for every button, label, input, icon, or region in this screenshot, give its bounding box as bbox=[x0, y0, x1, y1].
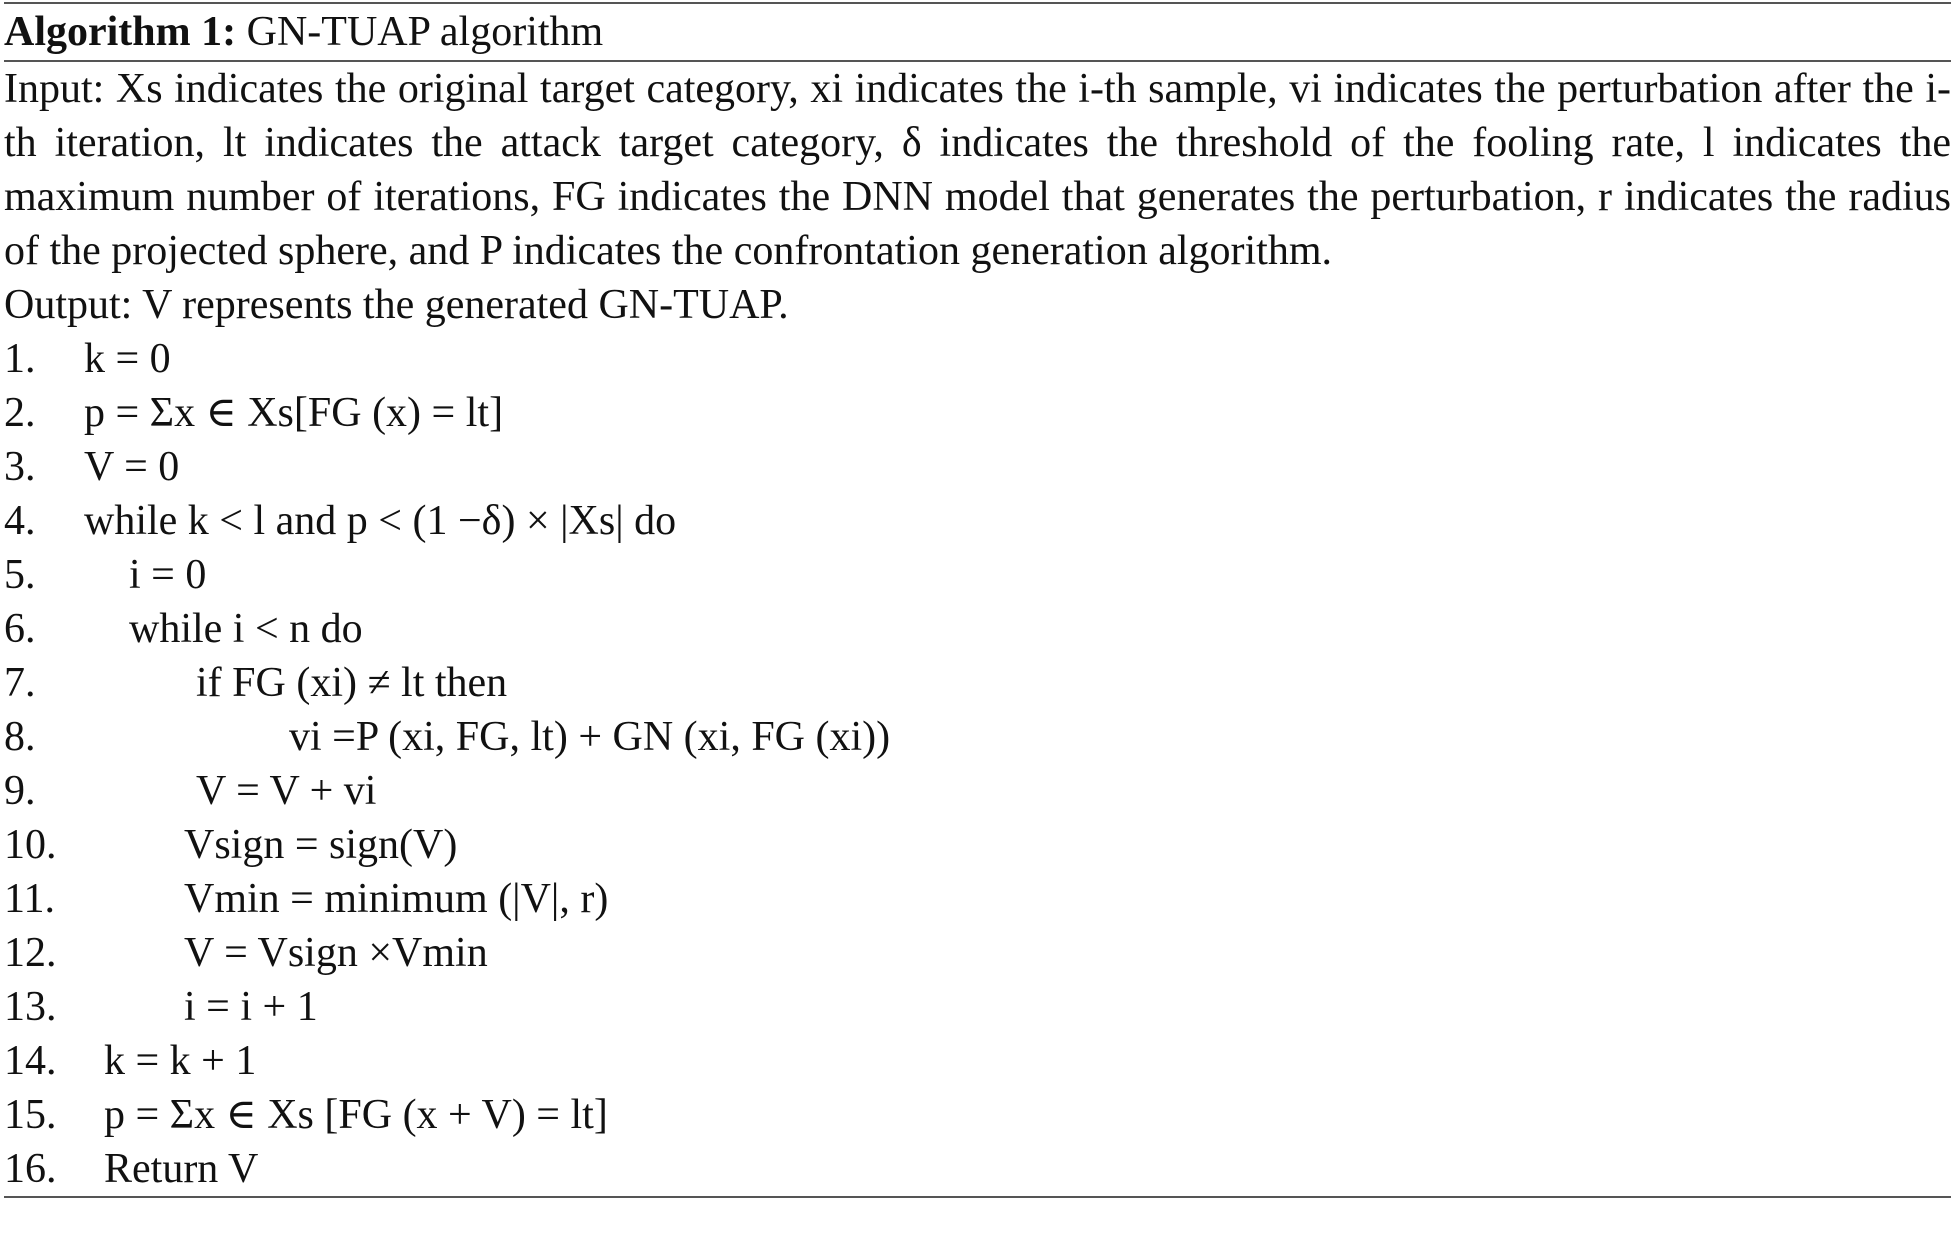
step-code: V = V + vi bbox=[196, 768, 377, 814]
step-line bbox=[4, 332, 1951, 386]
step-code: while i < n do bbox=[129, 606, 363, 652]
step-code: V = 0 bbox=[84, 444, 180, 490]
step-line bbox=[4, 1034, 1951, 1088]
step-line bbox=[4, 1142, 1951, 1196]
step-line bbox=[4, 494, 1951, 548]
step-number: 10. bbox=[4, 822, 57, 868]
step-number: 15. bbox=[4, 1092, 57, 1138]
step-line bbox=[4, 710, 1951, 764]
step-number: 6. bbox=[4, 606, 36, 652]
step-code: p = Σx ∈ Xs [FG (x + V) = lt] bbox=[104, 1092, 608, 1138]
step-number: 13. bbox=[4, 984, 57, 1030]
step-number: 9. bbox=[4, 768, 36, 814]
step-line bbox=[4, 602, 1951, 656]
step-line bbox=[4, 980, 1951, 1034]
step-number: 8. bbox=[4, 714, 36, 760]
step-code: if FG (xi) ≠ lt then bbox=[196, 660, 508, 706]
step-line bbox=[4, 872, 1951, 926]
step-number: 7. bbox=[4, 660, 36, 706]
step-code: i = 0 bbox=[129, 552, 207, 598]
step-code: k = k + 1 bbox=[104, 1038, 257, 1084]
step-number: 11. bbox=[4, 876, 55, 922]
step-line bbox=[4, 926, 1951, 980]
step-number: 3. bbox=[4, 444, 36, 490]
step-line bbox=[4, 818, 1951, 872]
step-code: k = 0 bbox=[84, 336, 171, 382]
step-number: 4. bbox=[4, 498, 36, 544]
step-code: i = i + 1 bbox=[184, 984, 318, 1030]
algorithm-title: GN-TUAP algorithm bbox=[246, 9, 604, 55]
step-line bbox=[4, 1088, 1951, 1142]
step-code: Vsign = sign(V) bbox=[184, 822, 458, 868]
step-code: p = Σx ∈ Xs[FG (x) = lt] bbox=[84, 390, 504, 436]
input-description: Input: Xs indicates the original target category, xi indicates the i-th sample, vi indicates the perturbation after the i-th iteration, lt indicates the attack target category, δ indicates the threshold of the fooling rate, l indicates the maximum number of iterations, FG indicates the DNN model that generates the perturbation, r indicates the radius of the projected sphere, and P indicates the confrontation generation algorithm. bbox=[4, 66, 1951, 274]
step-number: 5. bbox=[4, 552, 36, 598]
output-description: Output: V represents the generated GN-TUAP. bbox=[4, 282, 789, 328]
step-code: while k < l and p < (1 −δ) × |Xs| do bbox=[84, 498, 677, 544]
step-code: vi =P (xi, FG, lt) + GN (xi, FG (xi)) bbox=[289, 714, 891, 760]
step-line bbox=[4, 656, 1951, 710]
algorithm-header bbox=[4, 4, 1951, 60]
bottom-rule bbox=[4, 1196, 1951, 1198]
step-line bbox=[4, 440, 1951, 494]
step-code: Return V bbox=[104, 1146, 259, 1192]
step-code: V = Vsign ×Vmin bbox=[184, 930, 488, 976]
algorithm-box bbox=[4, 2, 1951, 1198]
step-line bbox=[4, 764, 1951, 818]
step-number: 12. bbox=[4, 930, 57, 976]
step-line bbox=[4, 548, 1951, 602]
algorithm-body bbox=[4, 62, 1951, 1196]
step-code: Vmin = minimum (|V|, r) bbox=[184, 876, 609, 922]
algorithm-label: Algorithm 1: bbox=[4, 9, 237, 55]
step-number: 2. bbox=[4, 390, 36, 436]
step-number: 1. bbox=[4, 336, 36, 382]
steps-list bbox=[4, 332, 1951, 1196]
step-number: 14. bbox=[4, 1038, 57, 1084]
step-number: 16. bbox=[4, 1146, 57, 1192]
step-line bbox=[4, 386, 1951, 440]
